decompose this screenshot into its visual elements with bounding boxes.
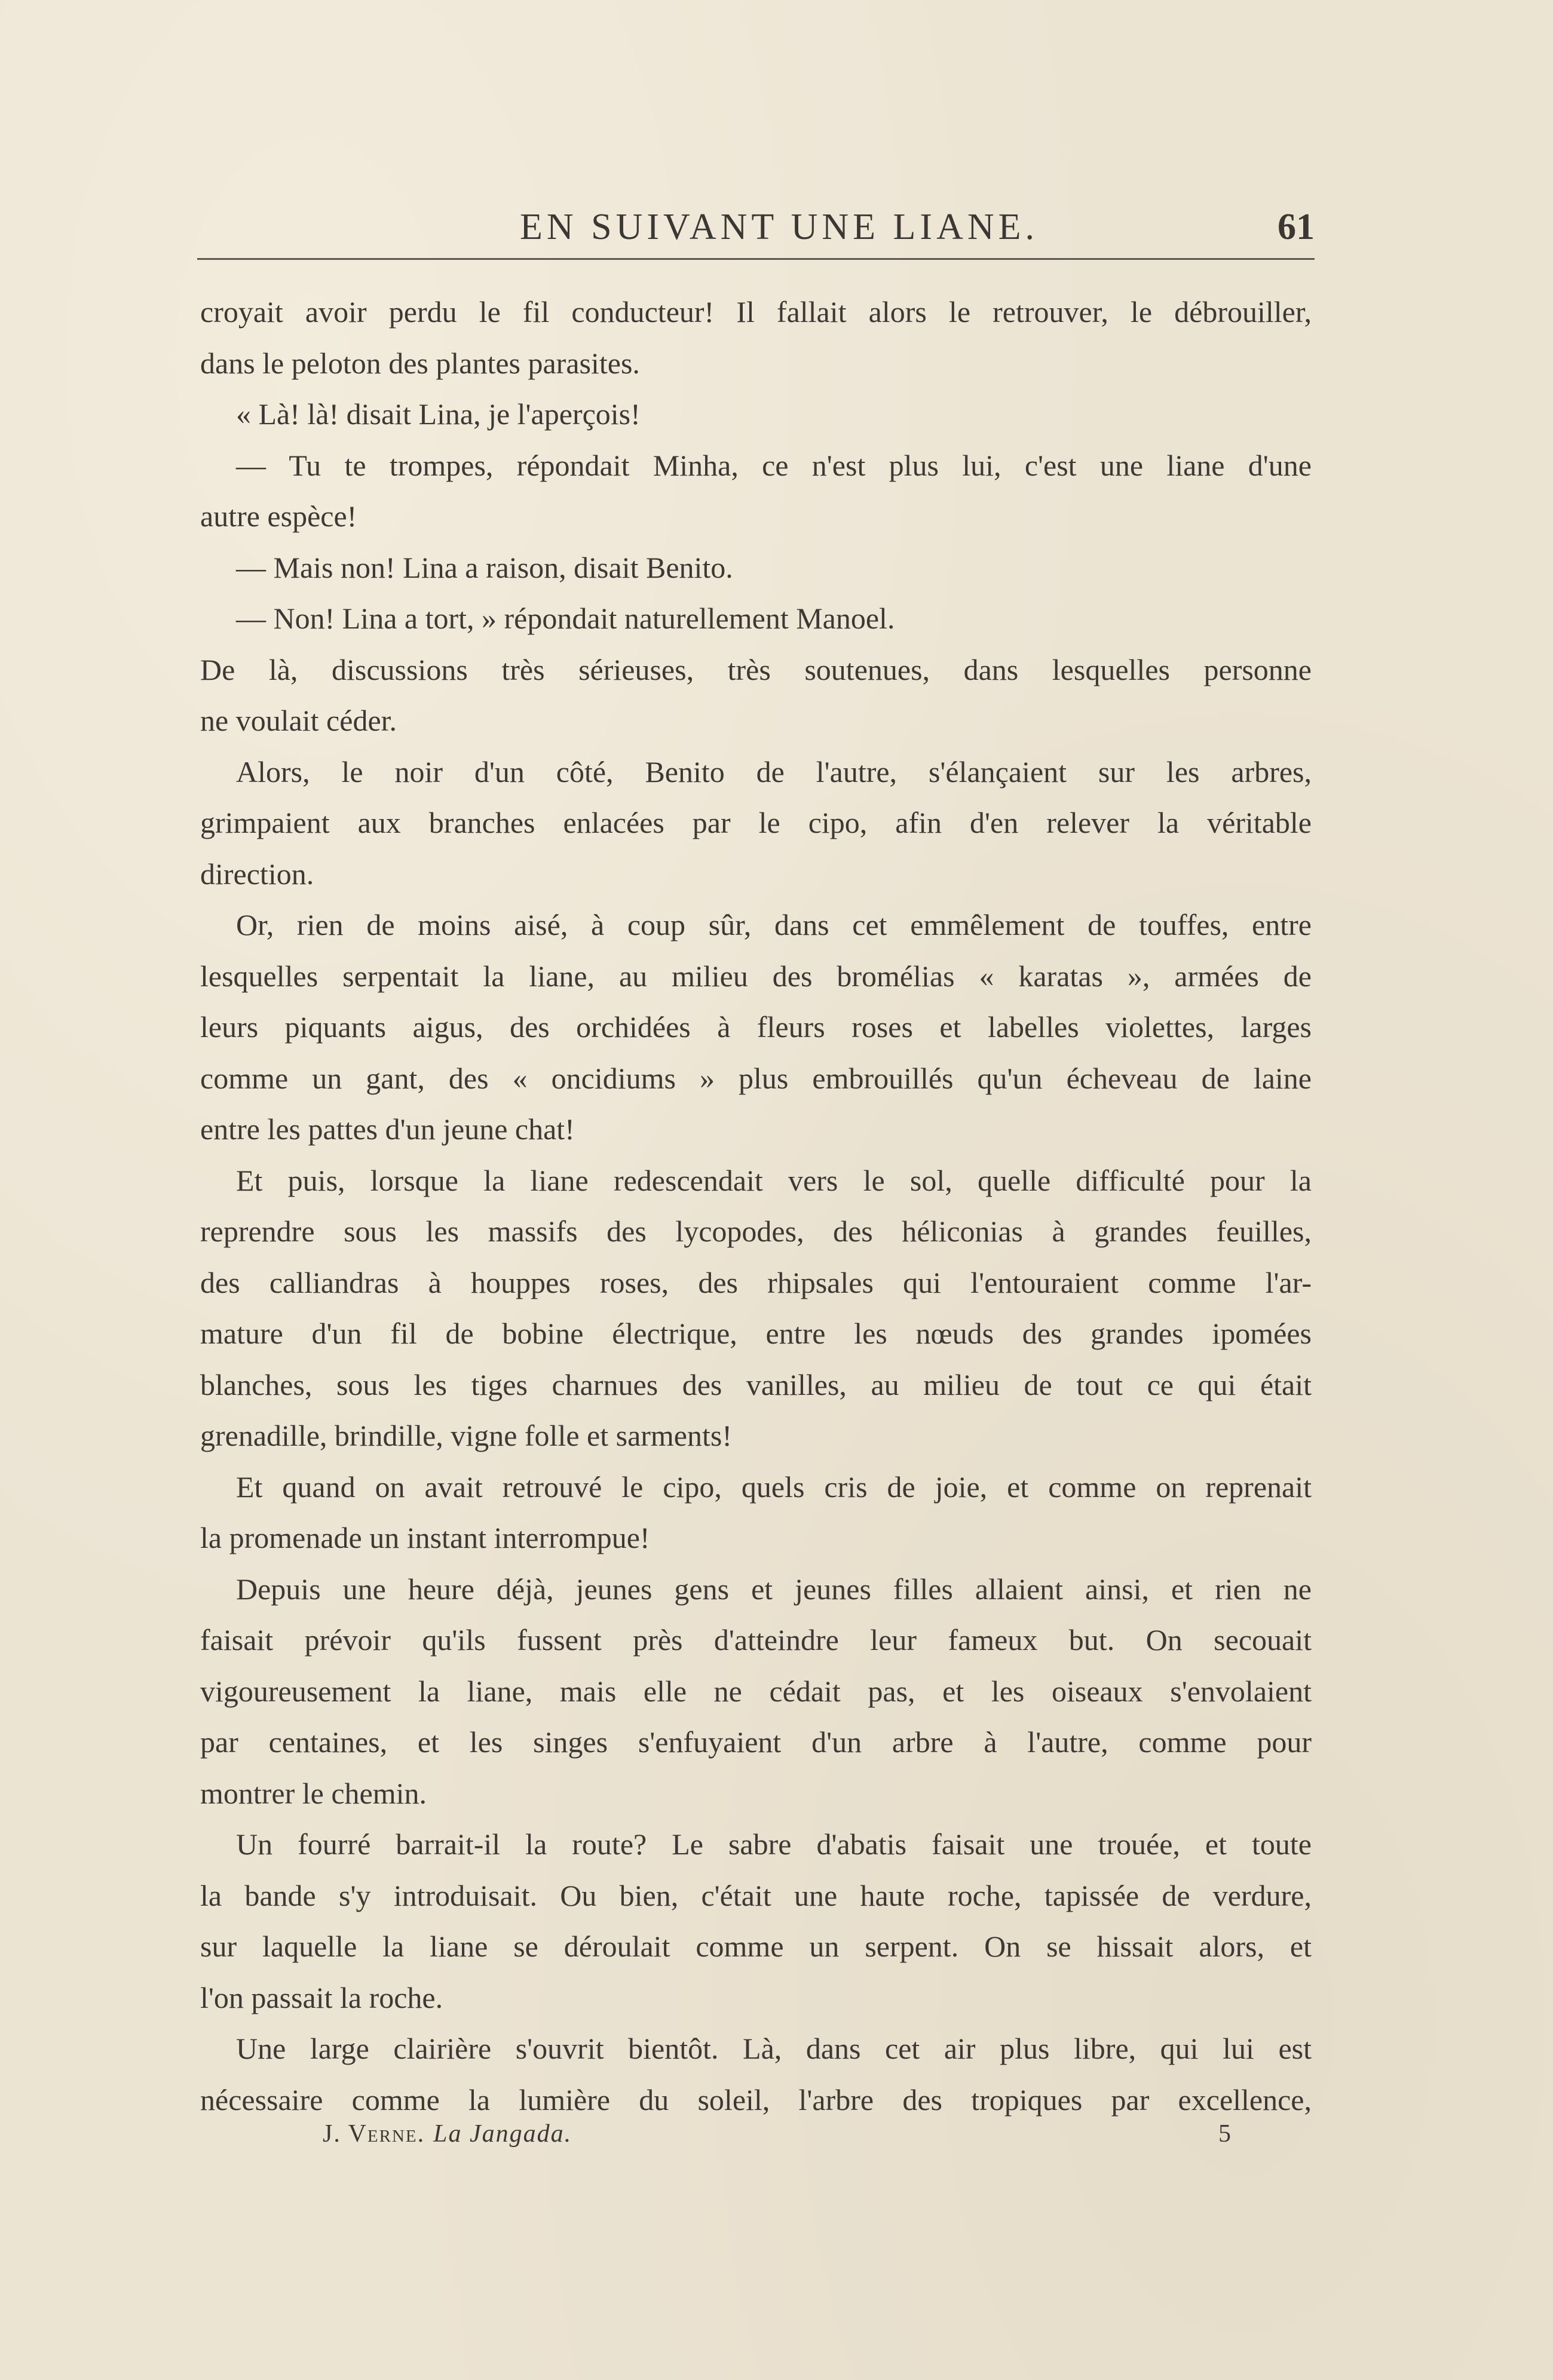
text-line: — Non! Lina a tort, » répondait naturellement Manoel. xyxy=(236,602,895,635)
signature-footer xyxy=(323,2120,1231,2161)
text-line: blanches, sous les tiges charnues des vanilles, au milieu de tout ce qui était xyxy=(200,1367,1312,1401)
text-line: grenadille, brindille, vigne folle et sarments! xyxy=(200,1419,732,1452)
running-head xyxy=(197,200,1315,254)
text-line: Et quand on avait retrouvé le cipo, quels cris de joie, et comme on reprenait xyxy=(236,1470,1312,1504)
text-line: Or, rien de moins aisé, à coup sûr, dans cet emmêlement de touffes, entre xyxy=(236,908,1312,941)
text-line: — Tu te trompes, répondait Minha, ce n'est plus lui, c'est une liane d'une xyxy=(236,448,1312,482)
text-line: Depuis une heure déjà, jeunes gens et jeunes filles allaient ainsi, et rien ne xyxy=(236,1572,1312,1606)
text-line: autre espèce! xyxy=(200,499,357,533)
sheet-number: 5 xyxy=(1218,2120,1231,2148)
text-line: lesquelles serpentait la liane, au milieu des bromélias « karatas », armées de xyxy=(200,959,1312,993)
text-line: Une large clairière s'ouvrit bientôt. Là, dans cet air plus libre, qui lui est xyxy=(236,2032,1312,2065)
text-line: nécessaire comme la lumière du soleil, l'arbre des tropiques par excellence, xyxy=(200,2082,1312,2117)
footer-signature xyxy=(323,2120,572,2148)
text-line: De là, discussions très sérieuses, très soutenues, dans lesquelles personne xyxy=(200,652,1312,686)
footer-author: J. Verne. xyxy=(323,2120,425,2148)
text-line: sur laquelle la liane se déroulait comme un serpent. On se hissait alors, et xyxy=(200,1930,1312,1963)
header-rule xyxy=(197,258,1315,260)
text-line: — Mais non! Lina a raison, disait Benito. xyxy=(236,550,733,584)
text-line: la promenade un instant interrompue! xyxy=(200,1521,650,1554)
text-line: par centaines, et les singes s'enfuyaient d'un arbre à l'autre, comme pour xyxy=(200,1725,1312,1759)
text-line: direction. xyxy=(200,857,314,891)
text-line: grimpaient aux branches enlacées par le cipo, afin d'en relever la véritable xyxy=(200,806,1312,839)
text-line: croyait avoir perdu le fil conducteur! Il fallait alors le retrouver, le débrouiller, xyxy=(200,295,1312,329)
text-line: Et puis, lorsque la liane redescendait vers le sol, quelle difficulté pour la xyxy=(236,1163,1312,1197)
text-line: faisait prévoir qu'ils fussent près d'atteindre leur fameux but. On secouait xyxy=(200,1623,1312,1657)
text-line: Alors, le noir d'un côté, Benito de l'autre, s'élançaient sur les arbres, xyxy=(236,755,1312,789)
text-line: mature d'un fil de bobine électrique, entre les nœuds des grandes ipomées xyxy=(200,1317,1312,1350)
text-line: vigoureusement la liane, mais elle ne cédait pas, et les oiseaux s'envolaient xyxy=(200,1674,1312,1708)
page-number: 61 xyxy=(1278,207,1315,247)
text-line: ne voulait céder. xyxy=(200,704,397,737)
body-text xyxy=(200,287,1312,2126)
text-line: reprendre sous les massifs des lycopodes, des héliconias à grandes feuilles, xyxy=(200,1214,1312,1248)
text-line: l'on passait la roche. xyxy=(200,1980,443,2014)
text-line: comme un gant, des « oncidiums » plus embrouillés qu'un écheveau de laine xyxy=(200,1061,1312,1095)
text-line: leurs piquants aigus, des orchidées à fleurs roses et labelles violettes, larges xyxy=(200,1010,1312,1044)
text-line: montrer le chemin. xyxy=(200,1776,427,1810)
text-line: des calliandras à houppes roses, des rhipsales qui l'entouraient comme l'ar- xyxy=(200,1265,1312,1299)
text-line: « Là! là! disait Lina, je l'aperçois! xyxy=(236,397,641,431)
text-line: Un fourré barrait-il la route? Le sabre d'abatis faisait une trouée, et toute xyxy=(236,1827,1312,1861)
text-line: entre les pattes d'un jeune chat! xyxy=(200,1112,575,1146)
text-line: dans le peloton des plantes parasites. xyxy=(200,346,640,380)
footer-book-title: La Jangada. xyxy=(433,2120,572,2148)
text-line: la bande s'y introduisait. Ou bien, c'était une haute roche, tapissée de verdure, xyxy=(200,1878,1312,1912)
running-title: EN SUIVANT UNE LIANE. xyxy=(520,207,1039,247)
